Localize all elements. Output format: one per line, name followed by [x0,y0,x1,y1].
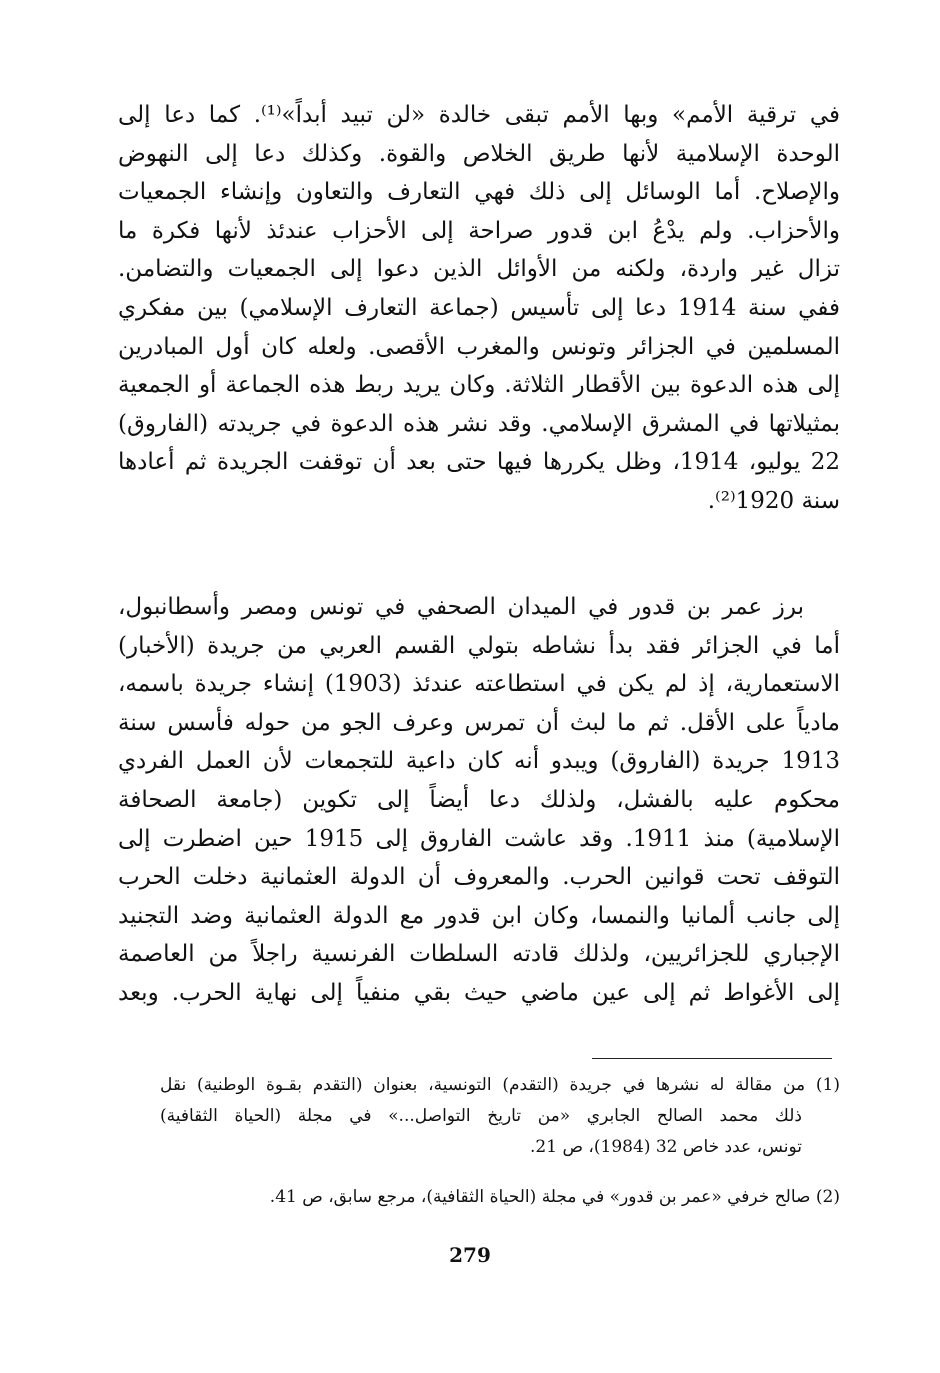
text-line: محكوم عليه بالفشل، ولذلك دعا أيضاً إلى تكوين (جامعة الصحافة [118,786,840,813]
text-line: التوقف تحت قوانين الحرب. والمعروف أن الدولة العثمانية دخلت الحرب [118,864,840,891]
text-line: ففي سنة 1914 دعا إلى تأسيس (جماعة التعارف الإسلامي) بين مفكري [118,294,840,321]
text-line: في ترقية الأمم» وبها الأمم تبقى خالدة «لن تبيد أبداً»⁽¹⁾. كما دعا إلى [118,102,840,128]
body-paragraph-1 [118,96,840,521]
footnote-separator [592,1058,832,1059]
text-line: والأحزاب. ولم يدْعُ ابن قدور صراحة إلى الأحزاب عندئذ لأنها فكرة ما [118,217,840,244]
text-line: إلى هذه الدعوة بين الأقطار الثلاثة. وكان يريد ربط هذه الجماعة أو الجمعية [118,372,840,399]
footnote-line: (2) صالح خرفي «عمر بن قدور» في مجلة (الحياة الثقافية)، مرجع سابق، ص 41. [269,1187,840,1207]
text-line: سنة 1920⁽²⁾. [707,487,840,514]
text-line: الإسلامية) منذ 1911. وقد عاشت الفاروق إلى 1915 حين اضطرت إلى [118,825,840,852]
text-line: 22 يوليو، 1914، وظل يكررها فيها حتى بعد أن توقفت الجريدة ثم أعادها [118,449,840,476]
footnote-line: (1) من مقالة له نشرها في جريدة (التقدم) التونسية، بعنوان (التقدم بقـوة الوطنية) نقل [160,1075,840,1095]
text-line: الوحدة الإسلامية لأنها طريق الخلاص والقوة. وكذلك دعا إلى النهوض [118,140,840,167]
text-line: مادياً على الأقل. ثم ما لبث أن تمرس وعرف الجو من حوله فأسس سنة [118,709,840,736]
footnote-1 [160,1070,840,1163]
footnote-2 [160,1182,840,1213]
text-line: والإصلاح. أما الوسائل إلى ذلك فهي التعارف والتعاون وإنشاء الجمعيات [118,179,840,206]
text-line: الاستعمارية، إذ لم يكن في استطاعته عندئذ (1903) إنشاء جريدة باسمه، [118,671,840,698]
page-number: 279 [449,1243,491,1267]
footnote-line: ذلك محمد الصالح الجابري «من تاريخ التواصل...» في مجلة (الحياة الثقافية) [160,1106,802,1126]
text-line: أما في الجزائر فقد بدأ نشاطه بتولي القسم العربي من جريدة (الأخبار) [118,632,840,659]
text-line: تزال غير واردة، ولكنه من الأوائل الذين دعوا إلى الجمعيات والتضامن. [118,256,840,283]
body-paragraph-2 [118,588,840,1013]
text-line: الإجباري للجزائريين، ولذلك قادته السلطات الفرنسية راجلاً من العاصمة [118,941,840,968]
text-line: برز عمر بن قدور في الميدان الصحفي في تونس ومصر وأسطانبول، [118,594,804,620]
footnote-line: تونس، عدد خاص 32 (1984)، ص 21. [530,1137,802,1157]
text-line: 1913 جريدة (الفاروق) ويبدو أنه كان داعية للتجمعات لأن العمل الفردي [118,748,840,775]
text-line: المسلمين في الجزائر وتونس والمغرب الأقصى. ولعله كان أول المبادرين [118,333,840,360]
text-line: إلى الأغواط ثم إلى عين ماضي حيث بقي منفياً إلى نهاية الحرب. وبعد [118,979,840,1006]
text-line: إلى جانب ألمانيا والنمسا، وكان ابن قدور مع الدولة العثمانية وضد التجنيد [118,902,840,929]
text-line: بمثيلاتها في المشرق الإسلامي. وقد نشر هذه الدعوة في جريدته (الفاروق) [118,410,840,437]
